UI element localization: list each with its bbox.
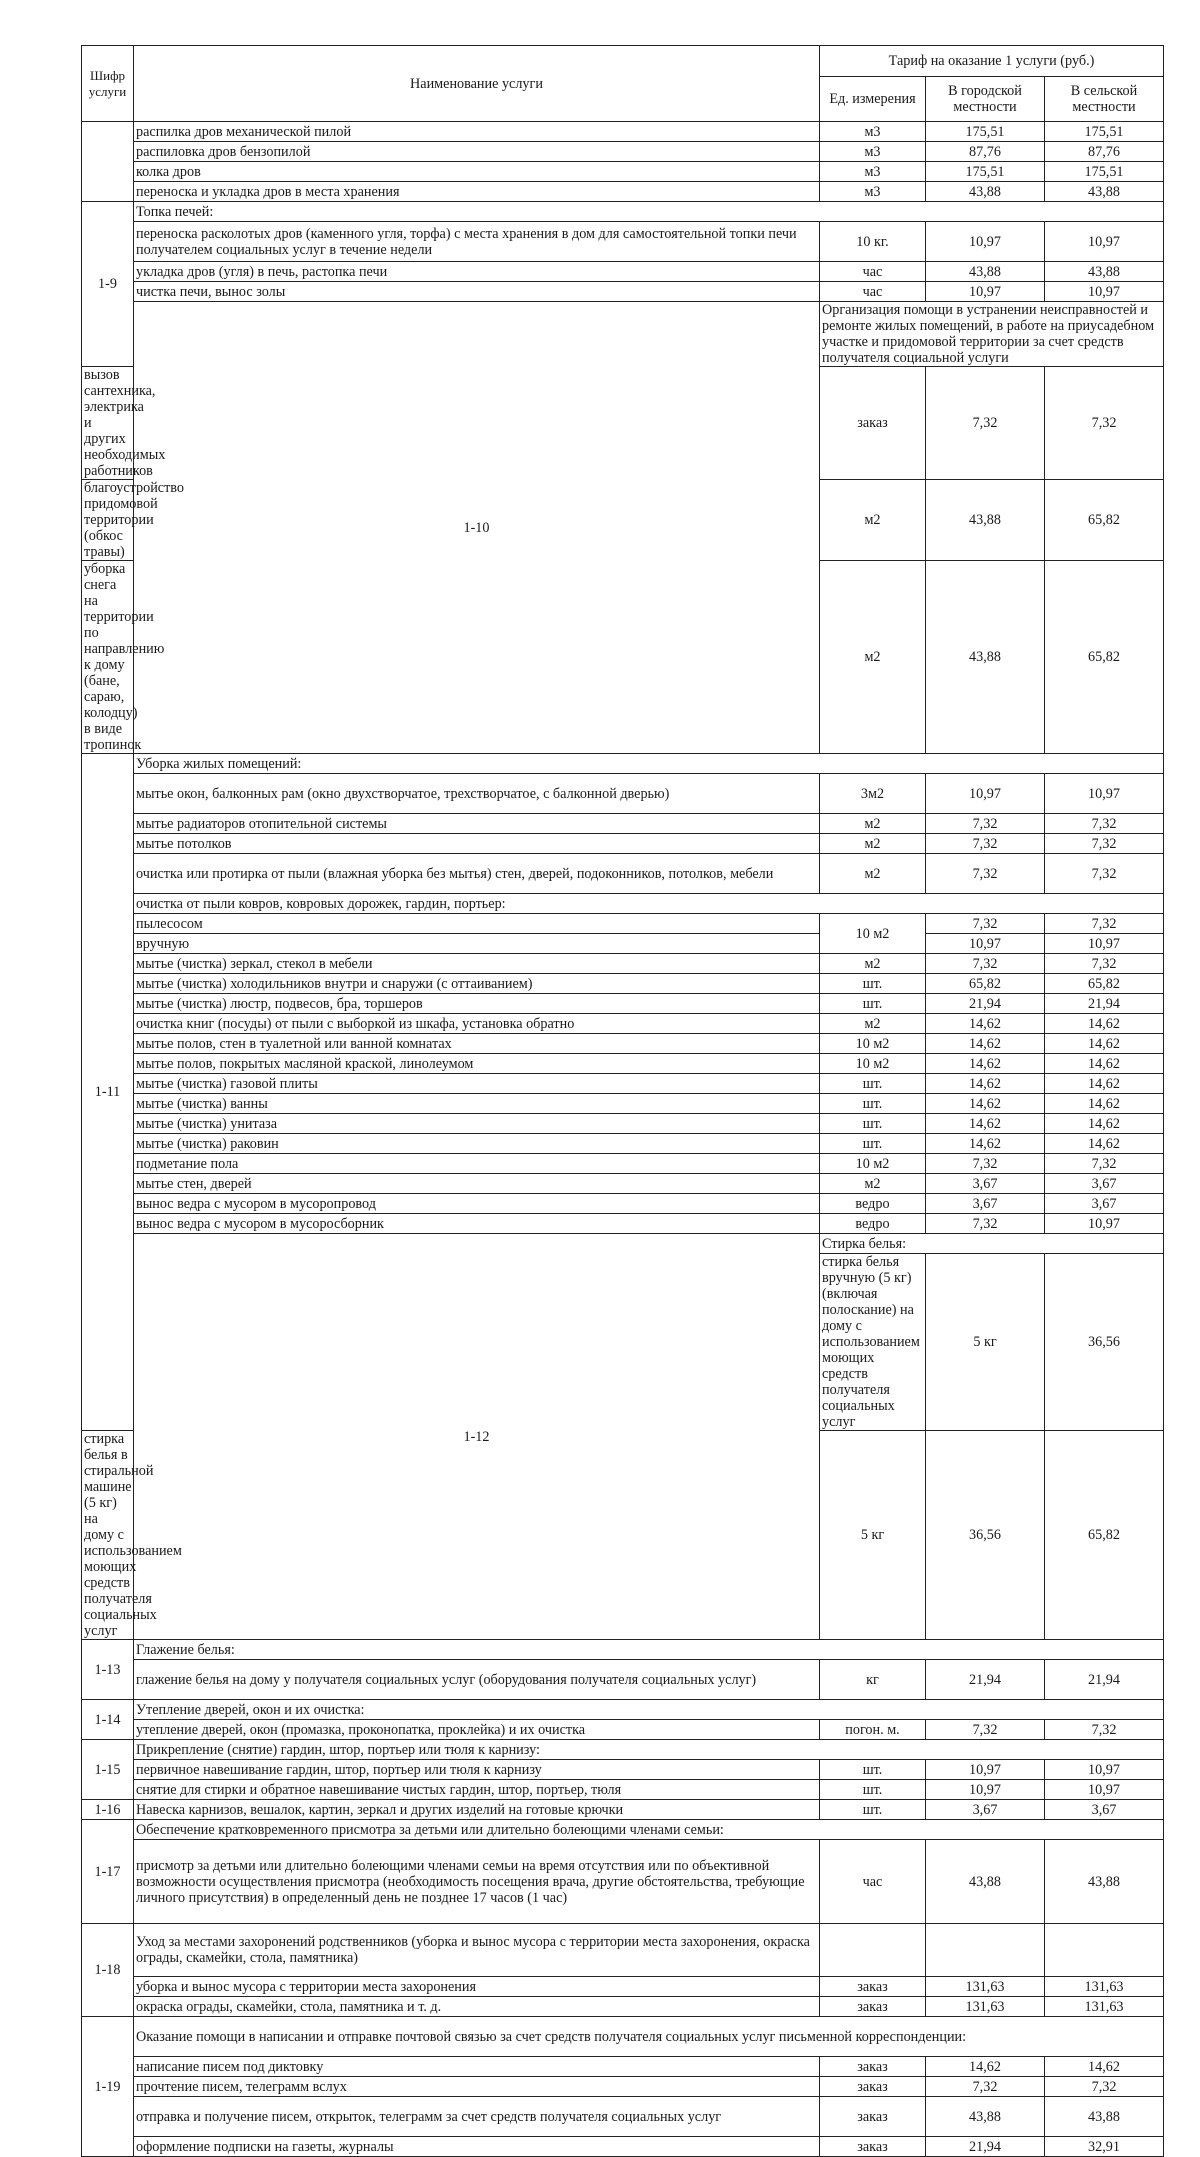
header-tariff: Тариф на оказание 1 услуги (руб.) <box>820 46 1164 77</box>
city-tariff: 7,32 <box>926 2077 1045 2097</box>
service-name: прочтение писем, телеграмм вслух <box>134 2077 820 2097</box>
table-row <box>82 914 1164 934</box>
city-tariff: 14,62 <box>926 2057 1045 2077</box>
service-name: мытье (чистка) люстр, подвесов, бра, торшеров <box>134 994 820 1014</box>
unit-cell: м2 <box>820 854 926 894</box>
section-title: Уборка жилых помещений: <box>134 754 1164 774</box>
rural-tariff: 14,62 <box>1045 1014 1164 1034</box>
service-name: отправка и получение писем, открыток, телеграмм за счет средств получателя социальных услуг <box>134 2097 820 2137</box>
unit-cell: шт. <box>820 1760 926 1780</box>
section-title: Топка печей: <box>134 202 1164 222</box>
table-row <box>82 1094 1164 1114</box>
unit-cell: м2 <box>820 814 926 834</box>
section-row <box>82 1740 1164 1760</box>
unit-cell: заказ <box>820 2057 926 2077</box>
section-row <box>82 202 1164 222</box>
header-rural: В сельской местности <box>1045 77 1164 122</box>
header-unit: Ед. измерения <box>820 77 926 122</box>
city-tariff: 43,88 <box>926 2097 1045 2137</box>
section-row <box>82 2017 1164 2057</box>
unit-cell: м2 <box>820 1174 926 1194</box>
unit-cell: заказ <box>820 367 926 480</box>
city-tariff: 21,94 <box>926 2137 1045 2157</box>
table-row <box>82 182 1164 202</box>
header-city: В городской местности <box>926 77 1045 122</box>
service-name: колка дров <box>134 162 820 182</box>
table-row <box>82 1997 1164 2017</box>
city-tariff: 14,62 <box>926 1134 1045 1154</box>
rural-tariff: 10,97 <box>1045 222 1164 262</box>
unit-cell: м3 <box>820 142 926 162</box>
rural-tariff: 10,97 <box>1045 1780 1164 1800</box>
table-row <box>82 954 1164 974</box>
service-name: очистка или протирка от пыли (влажная уборка без мытья) стен, дверей, подоконников, потолков, мебели <box>134 854 820 894</box>
table-row <box>82 1034 1164 1054</box>
unit-cell: 10 м2 <box>820 1054 926 1074</box>
service-name: чистка печи, вынос золы <box>134 282 820 302</box>
unit-cell: заказ <box>820 2077 926 2097</box>
rural-tariff: 3,67 <box>1045 1800 1164 1820</box>
rural-tariff: 7,32 <box>1045 1720 1164 1740</box>
tariff-document <box>81 45 1164 2157</box>
rural-tariff: 32,91 <box>1045 2137 1164 2157</box>
rural-tariff: 10,97 <box>1045 774 1164 814</box>
rural-tariff: 21,94 <box>1045 994 1164 1014</box>
table-row <box>82 1134 1164 1154</box>
rural-tariff: 14,62 <box>1045 2057 1164 2077</box>
service-code: 1-18 <box>82 1924 134 2017</box>
unit-cell: 10 м2 <box>820 914 926 954</box>
table-row <box>82 162 1164 182</box>
header-code: Шифр услуги <box>82 46 134 122</box>
service-name: вручную <box>134 934 820 954</box>
service-name: мытье (чистка) газовой плиты <box>134 1074 820 1094</box>
section-title: Утепление дверей, окон и их очистка: <box>134 1700 1164 1720</box>
service-name: мытье (чистка) раковин <box>134 1134 820 1154</box>
city-tariff: 36,56 <box>926 1431 1045 1640</box>
table-row <box>82 1154 1164 1174</box>
city-tariff: 14,62 <box>926 1034 1045 1054</box>
service-code: 1-11 <box>82 754 134 1431</box>
service-name: присмотр за детьми или длительно болеющими членами семьи на время отсутствия или по объективной возможности осуществления присмотра (необходимость посещения врача, другие обстоятельства, требующие личного присутствия) в определенный день не позднее 17 часов (1 час) <box>134 1840 820 1924</box>
service-name: глажение белья на дому у получателя социальных услуг (оборудования получателя социальных услуг) <box>134 1660 820 1700</box>
table-row <box>82 974 1164 994</box>
table-row <box>82 2057 1164 2077</box>
service-name: утепление дверей, окон (промазка, проконопатка, проклейка) и их очистка <box>134 1720 820 1740</box>
city-tariff: 65,82 <box>926 974 1045 994</box>
unit-cell: шт. <box>820 994 926 1014</box>
table-row <box>82 1194 1164 1214</box>
table-row <box>82 1720 1164 1740</box>
rural-tariff: 14,62 <box>1045 1094 1164 1114</box>
service-name: мытье полов, стен в туалетной или ванной комнатах <box>134 1034 820 1054</box>
unit-cell: шт. <box>820 1074 926 1094</box>
rural-tariff: 131,63 <box>1045 1977 1164 1997</box>
service-code <box>82 122 134 202</box>
table-row <box>82 1014 1164 1034</box>
service-name: окраска ограды, скамейки, стола, памятника и т. д. <box>134 1997 820 2017</box>
service-name: мытье (чистка) ванны <box>134 1094 820 1114</box>
rural-tariff: 65,82 <box>1045 561 1164 754</box>
rural-tariff: 7,32 <box>1045 854 1164 894</box>
table-row <box>82 1840 1164 1924</box>
rural-tariff: 3,67 <box>1045 1194 1164 1214</box>
unit-cell: 10 м2 <box>820 1034 926 1054</box>
rural-tariff: 14,62 <box>1045 1034 1164 1054</box>
city-tariff: 14,62 <box>926 1114 1045 1134</box>
city-tariff: 36,56 <box>1045 1254 1164 1431</box>
rural-tariff: 175,51 <box>1045 122 1164 142</box>
rural-tariff: 10,97 <box>1045 1214 1164 1234</box>
city-tariff: 43,88 <box>926 182 1045 202</box>
unit-cell: м2 <box>820 1014 926 1034</box>
unit-cell: заказ <box>820 1977 926 1997</box>
unit-cell: ведро <box>820 1214 926 1234</box>
table-row <box>82 1074 1164 1094</box>
rural-tariff: 43,88 <box>1045 182 1164 202</box>
rural-tariff: 65,82 <box>1045 480 1164 561</box>
service-name: подметание пола <box>134 1154 820 1174</box>
table-row <box>82 222 1164 262</box>
rural-tariff: 43,88 <box>1045 262 1164 282</box>
city-tariff: 175,51 <box>926 122 1045 142</box>
city-tariff: 10,97 <box>926 1760 1045 1780</box>
service-name: мытье радиаторов отопительной системы <box>134 814 820 834</box>
service-name: стирка белья вручную (5 кг) (включая полоскание) на дому с использованием моющих средств получателя социальных услуг <box>820 1254 926 1431</box>
service-name: распиловка дров бензопилой <box>134 142 820 162</box>
unit-cell: м2 <box>820 954 926 974</box>
unit-cell: заказ <box>820 2137 926 2157</box>
unit-cell: час <box>820 1840 926 1924</box>
service-code: 1-10 <box>134 302 820 754</box>
section-row <box>82 1700 1164 1720</box>
city-tariff: 7,32 <box>926 834 1045 854</box>
city-tariff: 14,62 <box>926 1094 1045 1114</box>
service-name: переноска расколотых дров (каменного угля, торфа) с места хранения в дом для самостоятельной топки печи получателем социальных услуг в течение недели <box>134 222 820 262</box>
section-title: Прикрепление (снятие) гардин, штор, портьер или тюля к карнизу: <box>134 1740 1164 1760</box>
city-tariff: 43,88 <box>926 480 1045 561</box>
rural-tariff: 87,76 <box>1045 142 1164 162</box>
rural-tariff: 7,32 <box>1045 2077 1164 2097</box>
service-name: пылесосом <box>134 914 820 934</box>
table-row <box>82 1977 1164 1997</box>
table-row <box>82 2097 1164 2137</box>
service-name: благоустройство придомовой территории (обкос травы) <box>82 480 134 561</box>
rural-tariff: 14,62 <box>1045 1054 1164 1074</box>
rural-tariff: 14,62 <box>1045 1134 1164 1154</box>
city-tariff: 43,88 <box>926 1840 1045 1924</box>
city-tariff: 3,67 <box>926 1194 1045 1214</box>
table-row <box>82 814 1164 834</box>
unit-cell: 10 м2 <box>820 1154 926 1174</box>
service-code: 1-16 <box>82 1800 134 1820</box>
section-title: Организация помощи в устранении неисправностей и ремонте жилых помещений, в работе на приусадебном участке и придомовой территории за счет средств получателя социальной услуги <box>820 302 1164 367</box>
unit-cell: час <box>820 262 926 282</box>
unit-cell: 10 кг. <box>820 222 926 262</box>
table-row <box>82 1054 1164 1074</box>
table-row <box>82 854 1164 894</box>
table-row <box>82 934 1164 954</box>
rural-tariff: 65,82 <box>1045 1431 1164 1640</box>
city-tariff: 10,97 <box>926 774 1045 814</box>
city-tariff: 14,62 <box>926 1074 1045 1094</box>
unit-cell: шт. <box>820 1780 926 1800</box>
service-name: написание писем под диктовку <box>134 2057 820 2077</box>
rural-tariff: 10,97 <box>1045 1760 1164 1780</box>
unit-cell: шт. <box>820 1800 926 1820</box>
table-row <box>82 2077 1164 2097</box>
unit-cell: м2 <box>820 834 926 854</box>
service-name: первичное навешивание гардин, штор, портьер или тюля к карнизу <box>134 1760 820 1780</box>
service-name: очистка книг (посуды) от пыли с выборкой из шкафа, установка обратно <box>134 1014 820 1034</box>
service-name: снятие для стирки и обратное навешивание чистых гардин, штор, портьер, тюля <box>134 1780 820 1800</box>
city-tariff: 7,32 <box>926 367 1045 480</box>
city-tariff: 10,97 <box>926 934 1045 954</box>
city-tariff: 7,32 <box>926 914 1045 934</box>
section-title: Стирка белья: <box>820 1234 1164 1254</box>
rural-tariff: 14,62 <box>1045 1114 1164 1134</box>
service-name: распилка дров механической пилой <box>134 122 820 142</box>
rural-tariff: 131,63 <box>1045 1997 1164 2017</box>
unit-cell: заказ <box>820 1997 926 2017</box>
service-name: мытье потолков <box>134 834 820 854</box>
table-row <box>82 994 1164 1014</box>
table-row <box>82 1114 1164 1134</box>
service-name: мытье окон, балконных рам (окно двухстворчатое, трехстворчатое, с балконной дверью) <box>134 774 820 814</box>
table-row <box>82 142 1164 162</box>
table-row <box>82 774 1164 814</box>
table-row <box>82 1660 1164 1700</box>
unit-cell: заказ <box>820 2097 926 2137</box>
service-name: мытье (чистка) холодильников внутри и снаружи (с оттаиванием) <box>134 974 820 994</box>
unit-cell: шт. <box>820 974 926 994</box>
section-row <box>82 302 1164 367</box>
city-tariff <box>926 1924 1045 1977</box>
table-row <box>82 122 1164 142</box>
service-name: укладка дров (угля) в печь, растопка печи <box>134 262 820 282</box>
rural-tariff: 7,32 <box>1045 954 1164 974</box>
table-row <box>82 834 1164 854</box>
unit-cell <box>820 1924 926 1977</box>
table-row <box>82 1214 1164 1234</box>
section-title: очистка от пыли ковров, ковровых дорожек, гардин, портьер: <box>134 894 1164 914</box>
section-title: Глажение белья: <box>134 1640 1164 1660</box>
table-row <box>82 262 1164 282</box>
city-tariff: 131,63 <box>926 1977 1045 1997</box>
section-row <box>82 1234 1164 1254</box>
unit-cell: 5 кг <box>926 1254 1045 1431</box>
service-name: вынос ведра с мусором в мусоропровод <box>134 1194 820 1214</box>
unit-cell: шт. <box>820 1134 926 1154</box>
header-name: Наименование услуги <box>134 46 820 122</box>
service-name: уборка снега на территории по направлению к дому (бане, сараю, колодцу) в виде тропинок <box>82 561 134 754</box>
service-code: 1-12 <box>134 1234 820 1640</box>
rural-tariff: 10,97 <box>1045 282 1164 302</box>
table-row <box>82 1760 1164 1780</box>
unit-cell: м2 <box>820 561 926 754</box>
service-name: уборка и вынос мусора с территории места захоронения <box>134 1977 820 1997</box>
rural-tariff: 14,62 <box>1045 1074 1164 1094</box>
rural-tariff: 65,82 <box>1045 974 1164 994</box>
city-tariff: 10,97 <box>926 282 1045 302</box>
section-row <box>82 894 1164 914</box>
rural-tariff: 7,32 <box>1045 814 1164 834</box>
rural-tariff: 7,32 <box>1045 1154 1164 1174</box>
tariff-table <box>81 45 1164 2157</box>
service-name: мытье полов, покрытых масляной краской, линолеумом <box>134 1054 820 1074</box>
rural-tariff: 175,51 <box>1045 162 1164 182</box>
unit-cell: шт. <box>820 1114 926 1134</box>
city-tariff: 7,32 <box>926 1720 1045 1740</box>
service-name: переноска и укладка дров в места хранения <box>134 182 820 202</box>
table-row <box>82 1780 1164 1800</box>
rural-tariff: 7,32 <box>1045 834 1164 854</box>
unit-cell: час <box>820 282 926 302</box>
service-name: вынос ведра с мусором в мусоросборник <box>134 1214 820 1234</box>
city-tariff: 7,32 <box>926 954 1045 974</box>
city-tariff: 7,32 <box>926 1214 1045 1234</box>
rural-tariff: 10,97 <box>1045 934 1164 954</box>
rural-tariff: 3,67 <box>1045 1174 1164 1194</box>
section-row <box>82 754 1164 774</box>
service-name: оформление подписки на газеты, журналы <box>134 2137 820 2157</box>
service-name: мытье (чистка) унитаза <box>134 1114 820 1134</box>
table-row <box>82 1924 1164 1977</box>
service-code: 1-13 <box>82 1640 134 1700</box>
city-tariff: 14,62 <box>926 1054 1045 1074</box>
unit-cell: ведро <box>820 1194 926 1214</box>
section-row <box>82 1640 1164 1660</box>
city-tariff: 14,62 <box>926 1014 1045 1034</box>
service-code: 1-19 <box>82 2017 134 2157</box>
section-row <box>82 1820 1164 1840</box>
table-row <box>82 1800 1164 1820</box>
service-name: мытье (чистка) зеркал, стекол в мебели <box>134 954 820 974</box>
city-tariff: 10,97 <box>926 222 1045 262</box>
rural-tariff: 43,88 <box>1045 2097 1164 2137</box>
section-title: Обеспечение кратковременного присмотра за детьми или длительно болеющими членами семьи: <box>134 1820 1164 1840</box>
city-tariff: 175,51 <box>926 162 1045 182</box>
city-tariff: 7,32 <box>926 854 1045 894</box>
unit-cell: 3м2 <box>820 774 926 814</box>
city-tariff: 7,32 <box>926 814 1045 834</box>
unit-cell: м3 <box>820 162 926 182</box>
city-tariff: 3,67 <box>926 1800 1045 1820</box>
unit-cell: м2 <box>820 480 926 561</box>
table-row <box>82 282 1164 302</box>
service-code: 1-15 <box>82 1740 134 1800</box>
rural-tariff: 7,32 <box>1045 914 1164 934</box>
unit-cell: м3 <box>820 122 926 142</box>
unit-cell: шт. <box>820 1094 926 1114</box>
service-name: стирка белья в стиральной машине (5 кг) на дому с использованием моющих средств получателя социальных услуг <box>82 1431 134 1640</box>
city-tariff: 43,88 <box>926 262 1045 282</box>
city-tariff: 21,94 <box>926 994 1045 1014</box>
rural-tariff: 21,94 <box>1045 1660 1164 1700</box>
table-header <box>82 46 1164 122</box>
city-tariff: 3,67 <box>926 1174 1045 1194</box>
unit-cell: 5 кг <box>820 1431 926 1640</box>
table-row <box>82 2137 1164 2157</box>
city-tariff: 131,63 <box>926 1997 1045 2017</box>
city-tariff: 10,97 <box>926 1780 1045 1800</box>
table-body <box>82 122 1164 2157</box>
service-name: вызов сантехника, электрика и других необходимых работников <box>82 367 134 480</box>
unit-cell: погон. м. <box>820 1720 926 1740</box>
rural-tariff <box>1045 1924 1164 1977</box>
unit-cell: м3 <box>820 182 926 202</box>
rural-tariff: 43,88 <box>1045 1840 1164 1924</box>
service-code: 1-17 <box>82 1820 134 1924</box>
city-tariff: 21,94 <box>926 1660 1045 1700</box>
section-title: Оказание помощи в написании и отправке почтовой связью за счет средств получателя социальных услуг письменной корреспонденции: <box>134 2017 1164 2057</box>
service-name: Навеска карнизов, вешалок, картин, зеркал и других изделий на готовые крючки <box>134 1800 820 1820</box>
city-tariff: 7,32 <box>926 1154 1045 1174</box>
service-code: 1-14 <box>82 1700 134 1740</box>
service-name: Уход за местами захоронений родственников (уборка и вынос мусора с территории места захоронения, окраска ограды, скамейки, стола, памятника) <box>134 1924 820 1977</box>
service-code: 1-9 <box>82 202 134 367</box>
city-tariff: 87,76 <box>926 142 1045 162</box>
table-row <box>82 1174 1164 1194</box>
rural-tariff: 7,32 <box>1045 367 1164 480</box>
service-name: мытье стен, дверей <box>134 1174 820 1194</box>
city-tariff: 43,88 <box>926 561 1045 754</box>
unit-cell: кг <box>820 1660 926 1700</box>
